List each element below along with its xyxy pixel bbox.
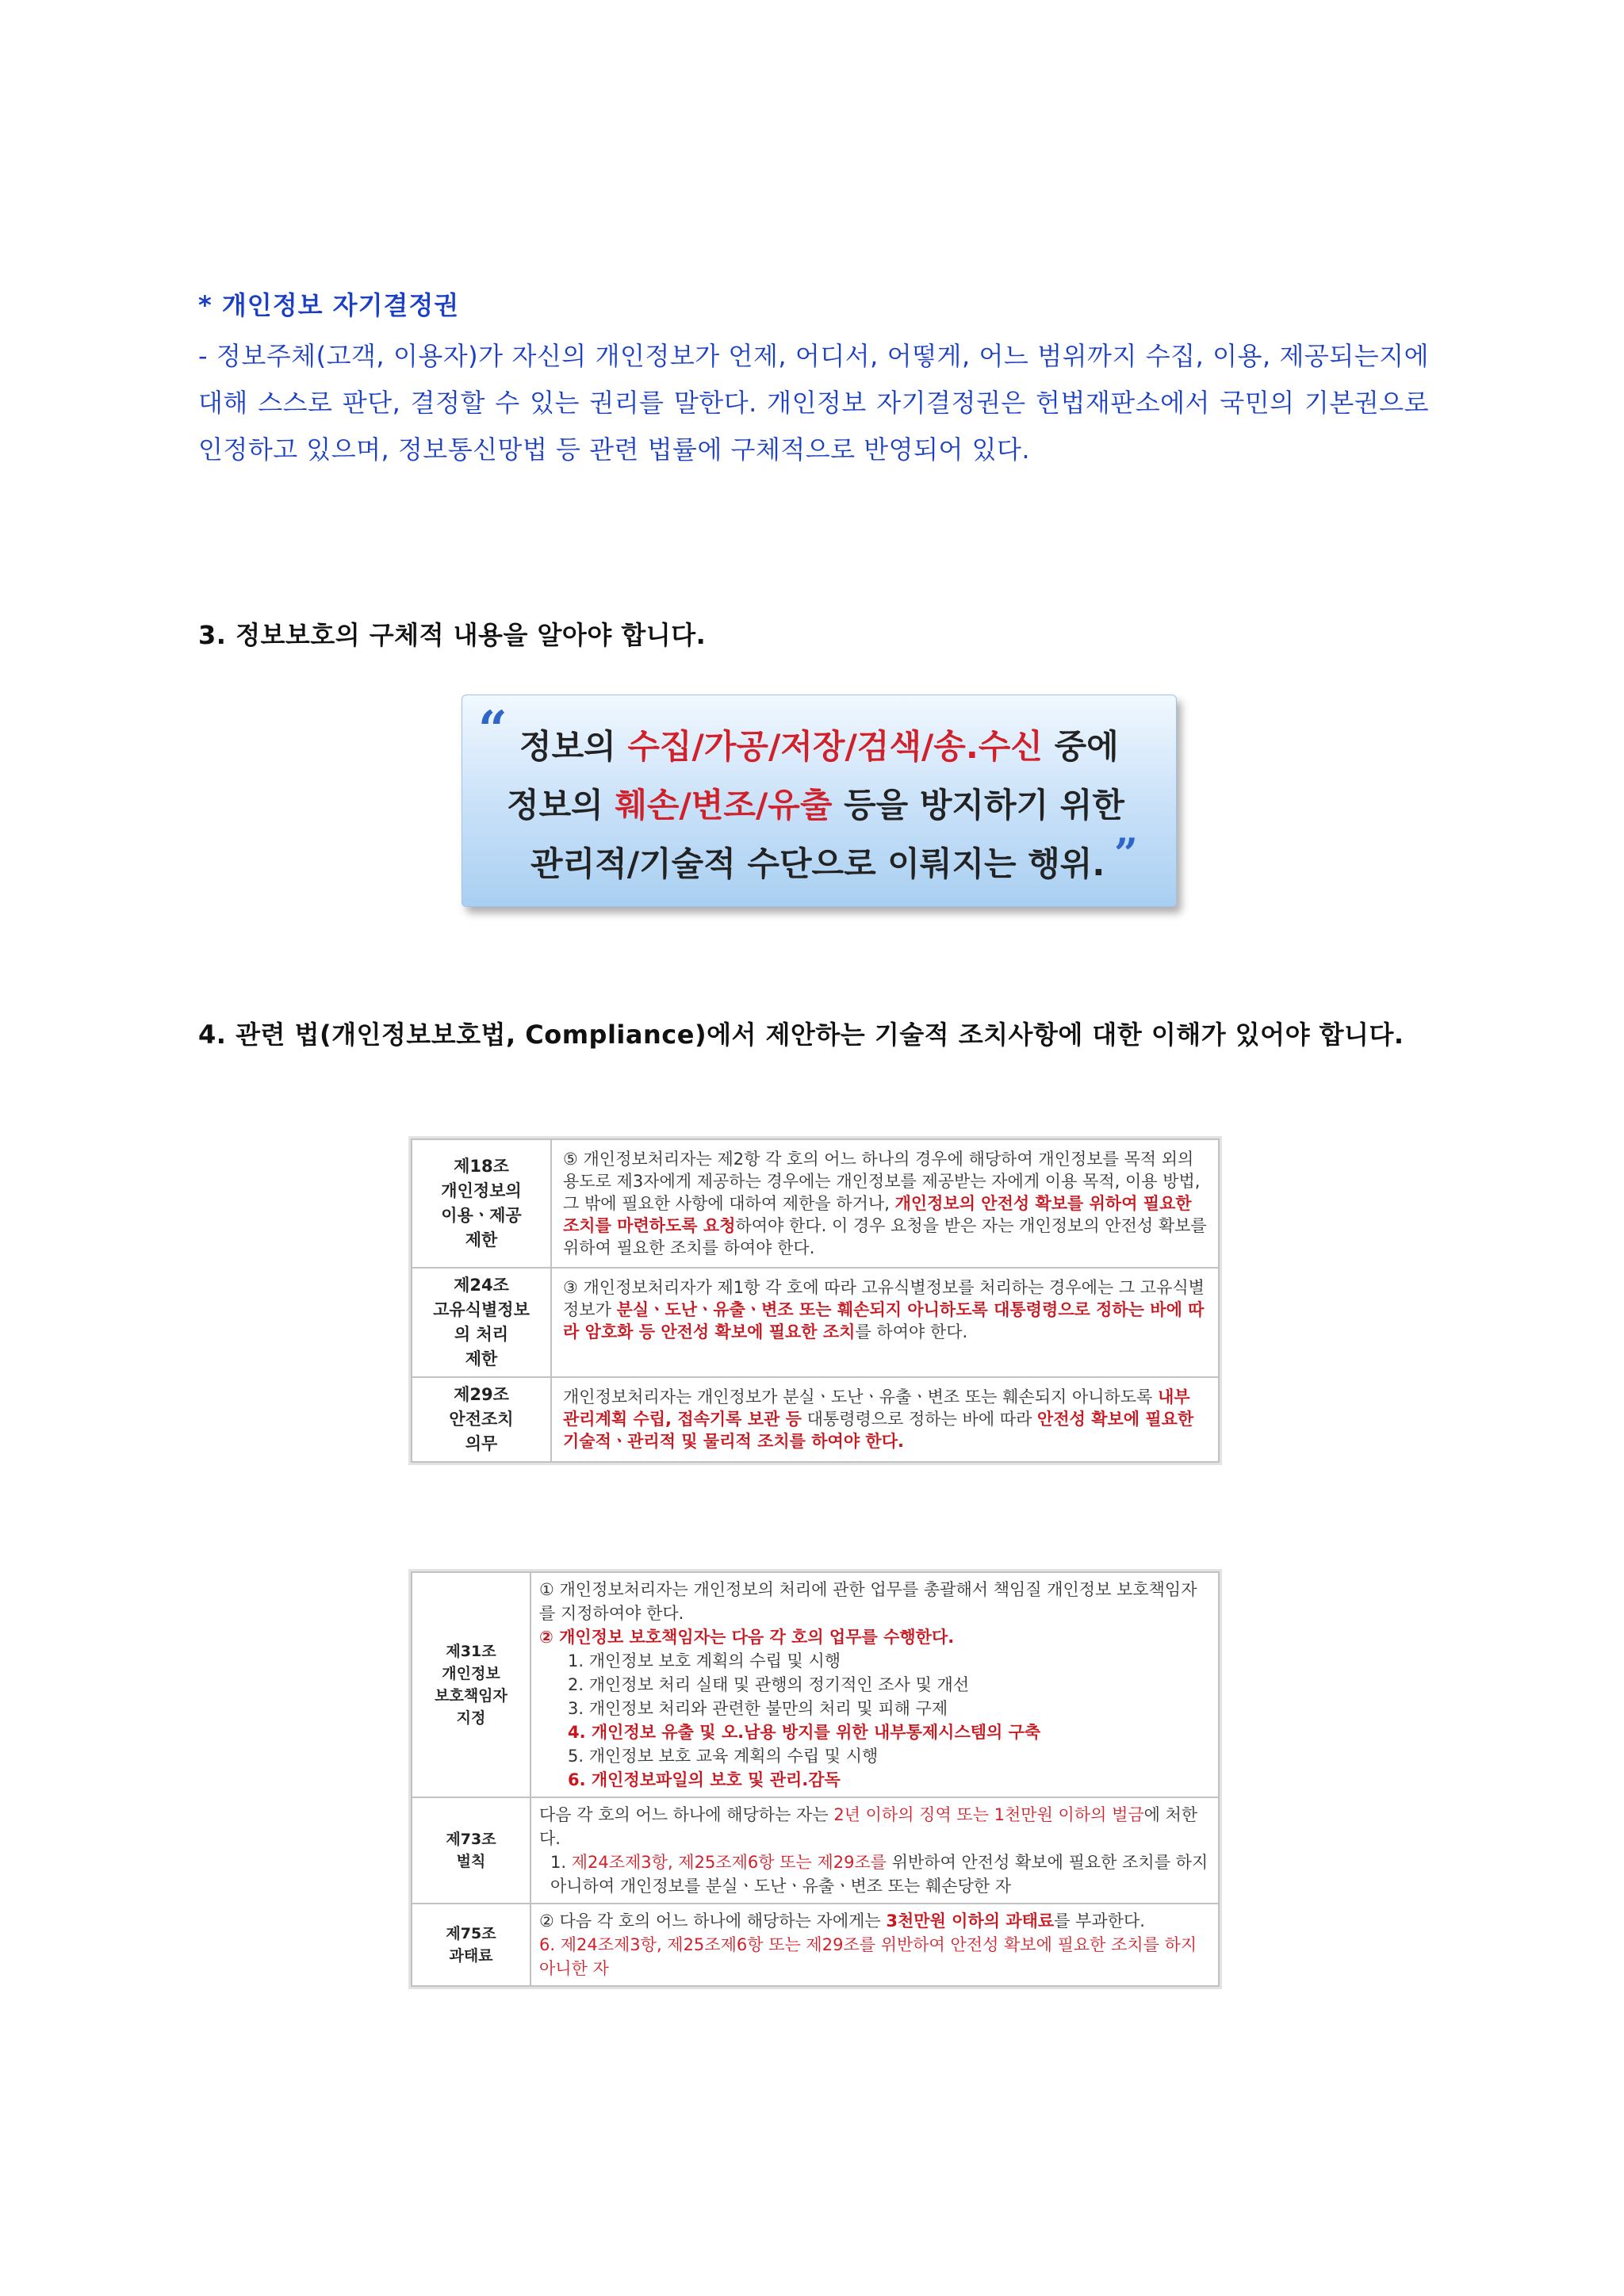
table-row: [412, 1377, 1219, 1462]
list-item: 2. 개인정보 처리 실태 및 관행의 정기적인 조사 및 개선: [568, 1675, 970, 1694]
section-3-heading: 3. 정보보호의 구체적 내용을 알아야 합니다.: [198, 620, 707, 650]
list-item: 5. 개인정보 보호 교육 계획의 수립 및 시행: [568, 1747, 879, 1766]
table-row: [412, 1904, 1219, 1986]
law-table-articles-31-73-75: [411, 1571, 1220, 1987]
section-4-heading: 4. 관련 법(개인정보보호법, Compliance)에서 제안하는 기술적 조치사항에 대한 이해가 있어야 합니다.: [198, 1020, 1404, 1050]
article-label: 제29조 안전조치 의무: [412, 1377, 551, 1462]
list-item: 4. 개인정보 유출 및 오.남용 방지를 위한 내부통제시스템의 구축: [568, 1723, 1041, 1742]
table-row: [412, 1268, 1219, 1377]
quote-line-1: 정보의 수집/가공/저장/검색/송.수신 중에: [519, 727, 1119, 766]
list-item: 3. 개인정보 처리와 관련한 불만의 처리 및 피해 구제: [568, 1699, 948, 1718]
quote-highlight-2: 훼손/변조/유출: [615, 786, 833, 825]
table-row: [412, 1572, 1219, 1797]
article-content: ② 다음 각 호의 어느 하나에 해당하는 자에게는 3천만원 이하의 과태료를 부과한다. 6. 제24조제3항, 제25조제6항 또는 제29조를 위반하여 안전성 확보에 필요한 조치를 하지 아니한 자: [530, 1904, 1219, 1986]
article-label: 제18조 개인정보의 이용ㆍ제공 제한: [412, 1139, 551, 1268]
close-quote-icon: ”: [1114, 830, 1138, 878]
table-row: [412, 1139, 1219, 1268]
article-label: 제24조 고유식별정보 의 처리 제한: [412, 1268, 551, 1377]
article-content: ⑤ 개인정보처리자는 제2항 각 호의 어느 하나의 경우에 해당하여 개인정보를 목적 외의 용도로 제3자에게 제공하는 경우에는 개인정보를 제공받는 자에게 이용 목적, 이용 방법, 그 밖에 필요한 사항에 대하여 제한을 하거나, 개인정보의 안전성 확보를 위하여 필요한 조치를 마련하도록 요청하여야 한다. 이 경우 요청을 받은 자는 개인정보의 안전성 확보를 위하여 필요한 조치를 하여야 한다.: [551, 1139, 1219, 1268]
quote-line-2: 정보의 훼손/변조/유출 등을 방지하기 위한: [507, 786, 1124, 825]
definition-section: [198, 285, 1429, 473]
article-content: ① 개인정보처리자는 개인정보의 처리에 관한 업무를 총괄해서 책임질 개인정보 보호책임자를 지정하여야 한다. ② 개인정보 보호책임자는 다음 각 호의 업무를 수행한다. 1. 개인정보 보호 계획의 수립 및 시행 2. 개인정보 처리 실태 및 관행의 정기적인 조사 및 개선 3. 개인정보 처리와 관련한 불만의 처리 및 피해 구제 4. 개인정보 유출 및 오.남용 방지를 위한 내부통제시스템의 구축 5. 개인정보 보호 교육 계획의 수립 및 시행 6. 개인정보파일의 보호 및 관리.감독: [530, 1572, 1219, 1797]
article-content: ③ 개인정보처리자가 제1항 각 호에 따라 고유식별정보를 처리하는 경우에는 그 고유식별정보가 분실ㆍ도난ㆍ유출ㆍ변조 또는 훼손되지 아니하도록 대통령령으로 정하는 바에 따라 암호화 등 안전성 확보에 필요한 조치를 하여야 한다.: [551, 1268, 1219, 1377]
table-row: [412, 1797, 1219, 1904]
open-quote-icon: “: [478, 700, 508, 760]
list-item: 1. 개인정보 보호 계획의 수립 및 시행: [568, 1651, 841, 1670]
article-label: 제75조 과태료: [412, 1904, 530, 1986]
definition-body: - 정보주체(고객, 이용자)가 자신의 개인정보가 언제, 어디서, 어떻게, 어느 범위까지 수집, 이용, 제공되는지에 대해 스스로 판단, 결정할 수 있는 권리를 말한다. 개인정보 자기결정권은 헌법재판소에서 국민의 기본권으로 인정하고 있으며, 정보통신망법 등 관련 법률에 구체적으로 반영되어 있다.: [198, 341, 1429, 465]
definition-heading: * 개인정보 자기결정권: [198, 290, 460, 320]
quote-line-3: 관리적/기술적 수단으로 이뤄지는 행위.: [530, 844, 1105, 883]
article-content: 개인정보처리자는 개인정보가 분실ㆍ도난ㆍ유출ㆍ변조 또는 훼손되지 아니하도록 내부 관리계획 수립, 접속기록 보관 등 대통령령으로 정하는 바에 따라 안전성 확보에 필요한 기술적ㆍ관리적 및 물리적 조치를 하여야 한다.: [551, 1377, 1219, 1462]
article-content: 다음 각 호의 어느 하나에 해당하는 자는 2년 이하의 징역 또는 1천만원 이하의 벌금에 처한다. 1. 제24조제3항, 제25조제6항 또는 제29조를 위반하여 안전성 확보에 필요한 조치를 하지 아니하여 개인정보를 분실ㆍ도난ㆍ유출ㆍ변조 또는 훼손당한 자: [530, 1797, 1219, 1904]
law-table-articles-18-24-29: [411, 1138, 1220, 1463]
list-item: 6. 개인정보파일의 보호 및 관리.감독: [568, 1770, 841, 1789]
article-label: 제73조 벌칙: [412, 1797, 530, 1904]
quote-box: [462, 695, 1177, 907]
quote-highlight-1: 수집/가공/저장/검색/송.수신: [627, 727, 1043, 766]
article-label: 제31조 개인정보 보호책임자 지정: [412, 1572, 530, 1797]
